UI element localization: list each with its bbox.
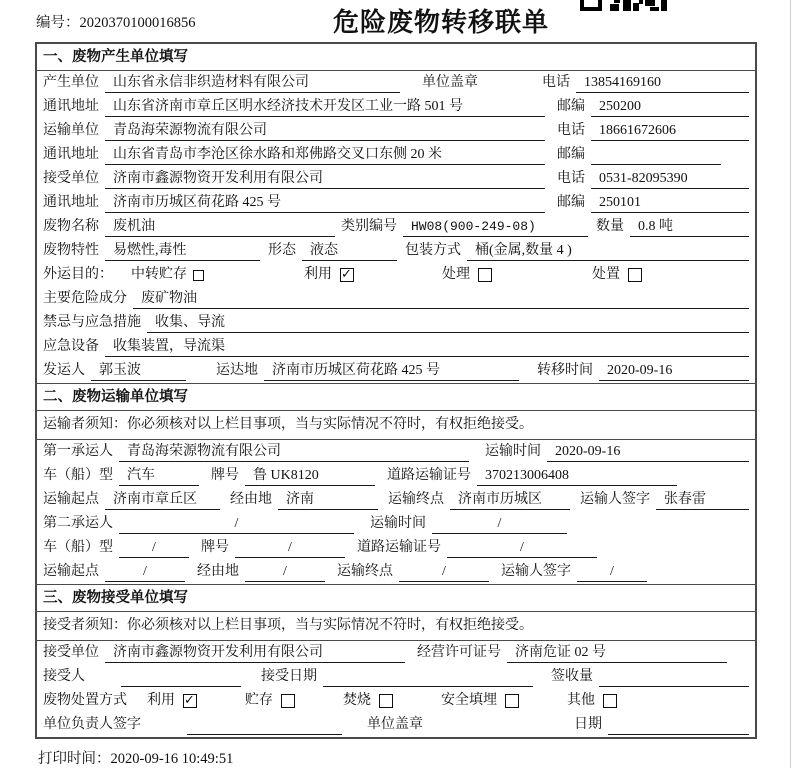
road-permit-label: 道路运输证号 bbox=[387, 468, 471, 483]
page-title: 危险废物转移联单 bbox=[333, 8, 550, 37]
road-permit-2-value: / bbox=[447, 538, 597, 558]
endpoint-label: 运输终点 bbox=[337, 564, 393, 579]
disposal-method-label: 废物处置方式 bbox=[43, 693, 127, 708]
address-label: 通讯地址 bbox=[43, 99, 99, 114]
transporter-notice: 运输者须知：你必须核对以上栏目事项，当与实际情况不符时，有权拒绝接受。 bbox=[37, 411, 755, 440]
row-accept-unit bbox=[37, 641, 755, 665]
endpoint-value: 济南市历城区 bbox=[450, 490, 570, 510]
manifest-form bbox=[35, 42, 757, 739]
transfer-purpose-label: 外运目的： bbox=[43, 267, 113, 282]
origin-label: 运输起点 bbox=[43, 492, 99, 507]
disposal-other bbox=[567, 691, 617, 711]
form-label: 形态 bbox=[268, 243, 296, 258]
unit-seal-label: 单位盖章 bbox=[367, 717, 423, 732]
print-time-label: 打印时间： bbox=[38, 751, 111, 767]
transport-time-2-value: / bbox=[432, 514, 567, 534]
waste-name-value: 废机油 bbox=[105, 217, 335, 237]
accept-unit-label: 接受单位 bbox=[43, 645, 99, 660]
doc-number-label: 编号： bbox=[36, 15, 80, 31]
disposal-storage bbox=[245, 691, 295, 711]
section-3-header: 三、废物接受单位填写 bbox=[37, 584, 755, 612]
packing-label: 包装方式 bbox=[405, 243, 461, 258]
row-vehicle-1 bbox=[37, 464, 755, 488]
row-first-carrier bbox=[37, 440, 755, 464]
row-emergency-measures bbox=[37, 311, 755, 335]
purpose-treat bbox=[442, 265, 492, 285]
disposal-landfill bbox=[441, 691, 519, 711]
accept-date-value bbox=[323, 686, 533, 687]
road-permit-value: 370213006408 bbox=[477, 466, 677, 486]
row-producer-unit bbox=[37, 71, 755, 95]
origin-value: 济南市章丘区 bbox=[105, 490, 220, 510]
transport-time-label: 运输时间 bbox=[370, 516, 426, 531]
checkbox-checked-icon bbox=[183, 694, 197, 708]
hazard-component-value: 废矿物油 bbox=[133, 289, 749, 309]
transport-time-label: 运输时间 bbox=[485, 444, 541, 459]
section-2-header: 二、废物运输单位填写 bbox=[37, 383, 755, 411]
endpoint-label: 运输终点 bbox=[388, 492, 444, 507]
row-disposal-method bbox=[37, 689, 755, 713]
via-2-value: / bbox=[245, 562, 325, 582]
purpose-treat-label: 处理 bbox=[442, 267, 470, 282]
row-transfer-purpose bbox=[37, 263, 755, 287]
checkbox-checked-icon bbox=[340, 268, 354, 282]
waste-name-label: 废物名称 bbox=[43, 219, 99, 234]
disposal-other-label: 其他 bbox=[567, 693, 595, 708]
purpose-utilize bbox=[304, 265, 354, 285]
row-hazard-component bbox=[37, 287, 755, 311]
emergency-measures-label: 禁忌与应急措施 bbox=[43, 315, 141, 330]
accept-person-value bbox=[121, 686, 241, 687]
qr-code-fragment-icon bbox=[580, 0, 668, 11]
license-value: 济南危证 02 号 bbox=[507, 643, 727, 663]
purpose-utilize-label: 利用 bbox=[304, 267, 332, 282]
producer-unit-label: 产生单位 bbox=[43, 75, 99, 90]
disposal-utilize bbox=[147, 691, 197, 711]
origin-label: 运输起点 bbox=[43, 564, 99, 579]
row-receiver-address bbox=[37, 191, 755, 215]
doc-number bbox=[36, 11, 196, 32]
emergency-equipment-label: 应急设备 bbox=[43, 339, 99, 354]
carrier-sign-label: 运输人签字 bbox=[580, 492, 650, 507]
via-label: 经由地 bbox=[230, 492, 272, 507]
purpose-transit-storage bbox=[131, 265, 204, 285]
transport-time-value: 2020-09-16 bbox=[547, 442, 749, 462]
row-transport-unit bbox=[37, 119, 755, 143]
plate-value: 鲁 UK8120 bbox=[245, 466, 375, 486]
via-value: 济南 bbox=[278, 490, 378, 510]
disposal-landfill-label: 安全填埋 bbox=[441, 693, 497, 708]
row-route-2 bbox=[37, 560, 755, 584]
destination-value: 济南市历城区荷花路 425 号 bbox=[264, 361, 519, 381]
waste-character-label: 废物特性 bbox=[43, 243, 99, 258]
checkbox-unchecked-icon bbox=[628, 268, 642, 282]
print-time bbox=[38, 747, 233, 768]
accept-person-label: 接受人 bbox=[43, 669, 85, 684]
form-value: 液态 bbox=[302, 241, 397, 261]
license-label: 经营许可证号 bbox=[417, 645, 501, 660]
second-carrier-value: / bbox=[119, 514, 354, 534]
carrier-sign-2-value: / bbox=[577, 562, 647, 582]
carrier-sign-value: 张春雷 bbox=[656, 490, 749, 510]
packing-value: 桶(金属,数量 4 ) bbox=[467, 241, 749, 261]
purpose-transit-storage-label: 中转贮存 bbox=[131, 267, 187, 282]
receiver-unit-label: 接受单位 bbox=[43, 171, 99, 186]
plate-2-value: / bbox=[235, 538, 345, 558]
disposal-incinerate bbox=[343, 691, 393, 711]
disposal-utilize-label: 利用 bbox=[147, 693, 175, 708]
receiver-notice: 接受者须知：你必须核对以上栏目事项，当与实际情况不符时，有权拒绝接受。 bbox=[37, 612, 755, 641]
quantity-label: 数量 bbox=[596, 219, 624, 234]
row-vehicle-2 bbox=[37, 536, 755, 560]
transfer-time-label: 转移时间 bbox=[537, 363, 593, 378]
disposal-storage-label: 贮存 bbox=[245, 693, 273, 708]
row-second-carrier bbox=[37, 512, 755, 536]
phone-label: 电话 bbox=[557, 171, 585, 186]
row-waste-name bbox=[37, 215, 755, 239]
print-time-value: 2020-09-16 10:49:51 bbox=[110, 751, 234, 767]
date-label: 日期 bbox=[574, 717, 602, 732]
zip-label: 邮编 bbox=[557, 99, 585, 114]
zip-label: 邮编 bbox=[557, 147, 585, 162]
doc-number-value: 2020370100016856 bbox=[79, 15, 196, 31]
receiver-zip-value: 250101 bbox=[591, 193, 749, 213]
phone-label: 电话 bbox=[542, 75, 570, 90]
checkbox-unchecked-icon bbox=[478, 268, 492, 282]
destination-label: 运达地 bbox=[216, 363, 258, 378]
responsible-sign-value bbox=[187, 734, 342, 735]
via-label: 经由地 bbox=[197, 564, 239, 579]
check-icon: ✓ bbox=[184, 693, 195, 708]
receiver-unit-value: 济南市鑫源物资开发利用有限公司 bbox=[105, 169, 545, 189]
page-edge-line bbox=[790, 0, 791, 768]
row-emergency-equipment bbox=[37, 335, 755, 359]
vehicle-type-label: 车（船）型 bbox=[43, 468, 113, 483]
transport-address-value: 山东省青岛市李沧区徐水路和郑佛路交叉口东侧 20 米 bbox=[105, 145, 545, 165]
emergency-measures-value: 收集、导流 bbox=[147, 313, 749, 333]
shipper-label: 发运人 bbox=[43, 363, 85, 378]
receiver-phone-value: 0531-82095390 bbox=[591, 169, 749, 189]
checkbox-unchecked-icon bbox=[193, 270, 204, 281]
transport-phone-value: 18661672606 bbox=[591, 121, 749, 141]
received-qty-label: 签收量 bbox=[551, 669, 593, 684]
row-responsible-sign bbox=[37, 713, 755, 737]
vehicle-type-2-value: / bbox=[119, 538, 189, 558]
purpose-dispose bbox=[592, 265, 642, 285]
carrier-sign-label: 运输人签字 bbox=[501, 564, 571, 579]
receiver-address-value: 济南市历城区荷花路 425 号 bbox=[105, 193, 545, 213]
plate-label: 牌号 bbox=[201, 540, 229, 555]
row-transport-address bbox=[37, 143, 755, 167]
first-carrier-label: 第一承运人 bbox=[43, 444, 113, 459]
address-label: 通讯地址 bbox=[43, 195, 99, 210]
category-code-value: HW08(900-249-08) bbox=[403, 217, 588, 237]
road-permit-label: 道路运输证号 bbox=[357, 540, 441, 555]
quantity-value: 0.8 吨 bbox=[630, 217, 749, 237]
phone-label: 电话 bbox=[557, 123, 585, 138]
shipper-value: 郭玉波 bbox=[91, 361, 186, 381]
vehicle-type-value: 汽车 bbox=[119, 466, 199, 486]
plate-label: 牌号 bbox=[211, 468, 239, 483]
row-accept-person bbox=[37, 665, 755, 689]
producer-phone-value: 13854169160 bbox=[576, 73, 749, 93]
date-value bbox=[608, 734, 749, 735]
purpose-dispose-label: 处置 bbox=[592, 267, 620, 282]
zip-label: 邮编 bbox=[557, 195, 585, 210]
responsible-sign-label: 单位负责人签字 bbox=[43, 717, 141, 732]
transport-unit-label: 运输单位 bbox=[43, 123, 99, 138]
producer-zip-value: 250200 bbox=[591, 97, 749, 117]
received-qty-value bbox=[599, 686, 749, 687]
row-route-1 bbox=[37, 488, 755, 512]
emergency-equipment-value: 收集装置，导流渠 bbox=[105, 337, 749, 357]
transfer-time-value: 2020-09-16 bbox=[599, 361, 749, 381]
origin-2-value: / bbox=[105, 562, 185, 582]
second-carrier-label: 第二承运人 bbox=[43, 516, 113, 531]
checkbox-unchecked-icon bbox=[281, 694, 295, 708]
checkbox-unchecked-icon bbox=[505, 694, 519, 708]
checkbox-unchecked-icon bbox=[603, 694, 617, 708]
accept-unit-value: 济南市鑫源物资开发利用有限公司 bbox=[105, 643, 405, 663]
checkbox-unchecked-icon bbox=[379, 694, 393, 708]
row-shipper bbox=[37, 359, 755, 383]
transport-unit-value: 青岛海荣源物流有限公司 bbox=[105, 121, 545, 141]
hazard-component-label: 主要危险成分 bbox=[43, 291, 127, 306]
section-1-header: 一、废物产生单位填写 bbox=[37, 44, 755, 71]
row-producer-address bbox=[37, 95, 755, 119]
row-waste-character bbox=[37, 239, 755, 263]
transport-zip-value bbox=[591, 164, 721, 165]
check-icon: ✓ bbox=[341, 267, 352, 282]
address-label: 通讯地址 bbox=[43, 147, 99, 162]
category-code-label: 类别编号 bbox=[341, 219, 397, 234]
producer-address-value: 山东省济南市章丘区明水经济技术开发区工业一路 501 号 bbox=[105, 97, 545, 117]
endpoint-2-value: / bbox=[399, 562, 489, 582]
waste-character-value: 易燃性,毒性 bbox=[105, 241, 260, 261]
disposal-incinerate-label: 焚烧 bbox=[343, 693, 371, 708]
vehicle-type-label: 车（船）型 bbox=[43, 540, 113, 555]
first-carrier-value: 青岛海荣源物流有限公司 bbox=[119, 442, 469, 462]
unit-seal-label: 单位盖章 bbox=[422, 75, 478, 90]
producer-unit-value: 山东省永信非织造材料有限公司 bbox=[105, 73, 400, 93]
accept-date-label: 接受日期 bbox=[261, 669, 317, 684]
row-receiver-unit bbox=[37, 167, 755, 191]
